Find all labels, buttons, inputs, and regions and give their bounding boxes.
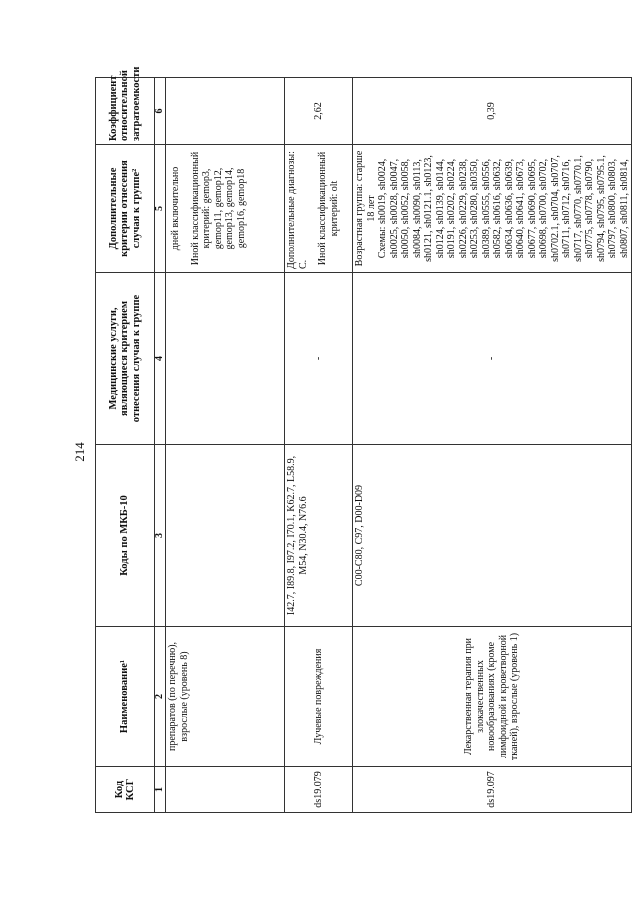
- cell-icd10-codes: I42.7, I89.8, I97.2, I70.1, K62.7, L58.9, M54, N30.4, N76.6: [285, 445, 353, 627]
- cell-cost-coefficient: 0,39: [353, 78, 632, 145]
- criteria-line: Иной классификационный критерий: olt: [317, 151, 340, 266]
- cell-icd10-codes: C00-C80, C97, D00-D09: [353, 445, 632, 627]
- cell-cost-coefficient: 2,62: [285, 78, 353, 145]
- header-icd10-codes: Коды по МКБ-10: [96, 445, 155, 627]
- column-number: 4: [155, 273, 166, 445]
- column-number: 1: [155, 767, 166, 813]
- cell-ksg-code: ds19.079: [285, 767, 353, 813]
- header-additional-criteria: Дополнительные критерии отнесения случая к группе²: [96, 145, 155, 273]
- cell-additional-criteria: [166, 145, 285, 273]
- table-header-row: [96, 78, 155, 813]
- cell-name: Лекарственная терапия при злокачественных новообразованиях (кроме лимфоидной и кроветворной тканей), взрослые (уровень 1): [353, 627, 632, 767]
- cell-name: препаратов (по перечню), взрослые (уровень 8): [166, 627, 285, 767]
- column-number-row: [155, 78, 166, 813]
- header-ksg-code: Код КСГ: [96, 767, 155, 813]
- criteria-line: Дополнительные диагнозы: C.: [286, 151, 309, 269]
- table-row: [285, 78, 353, 813]
- header-name: Наименование¹: [96, 627, 155, 767]
- cell-additional-criteria: [353, 145, 632, 273]
- criteria-line: дней включительно: [170, 166, 181, 251]
- cell-additional-criteria: [285, 145, 353, 273]
- table-row: [353, 78, 632, 813]
- cell-name: Лучевые повреждения: [285, 627, 353, 767]
- page-number: 214: [72, 442, 87, 462]
- table-row: [166, 78, 285, 813]
- rotated-table-container: [95, 66, 630, 813]
- column-number: 5: [155, 145, 166, 273]
- column-number: 2: [155, 627, 166, 767]
- cell-medical-services: -: [353, 273, 632, 445]
- cell-ksg-code: [166, 767, 285, 813]
- cell-medical-services: -: [285, 273, 353, 445]
- criteria-line: Иной классификационный критерий: gemop3, gemop11, gemop12, gemop13, gemop14, gemop16, gemop18: [189, 151, 247, 266]
- ksg-table: [95, 66, 632, 813]
- cell-cost-coefficient: [166, 78, 285, 145]
- cell-icd10-codes: [166, 445, 285, 627]
- column-number: 6: [155, 78, 166, 145]
- criteria-line: Возрастная группа: старше 18 лет: [354, 150, 377, 267]
- cell-medical-services: [166, 273, 285, 445]
- criteria-line: Схемы: sh0019, sh0024, sh0025, sh0028, sh0047, sh0050, sh0052, sh0058, sh0084, sh0090, sh0113, sh0121, sh0121.1, sh0123, sh0124, sh0139, sh0144, sh0191, sh0202, sh0224, sh0226, sh0229, sh0238, sh0253, sh0280, sh0350, sh0389, sh0555, sh0556, sh0582, sh0616, sh0632, sh0634, sh0636, sh0639, sh0640, sh0641, sh0673, sh0677, sh0690, sh0695, sh0698, sh0700, sh0702, sh0702.1, sh0704, sh0707, sh0711, sh0712, sh0716, sh0717, sh0770, sh0770.1, sh0775, sh0778, sh0790, sh0794, sh0795, sh0795.1, sh0797, sh0800, sh0803, sh0807, sh0811, sh0814,: [377, 155, 630, 262]
- cell-ksg-code: ds19.097: [353, 767, 632, 813]
- header-medical-services: Медицинские услуги, являющиеся критерием отнесения случая к группе: [96, 273, 155, 445]
- column-number: 3: [155, 445, 166, 627]
- header-cost-coefficient: Коэффициент относительной затратоемкости: [96, 78, 155, 145]
